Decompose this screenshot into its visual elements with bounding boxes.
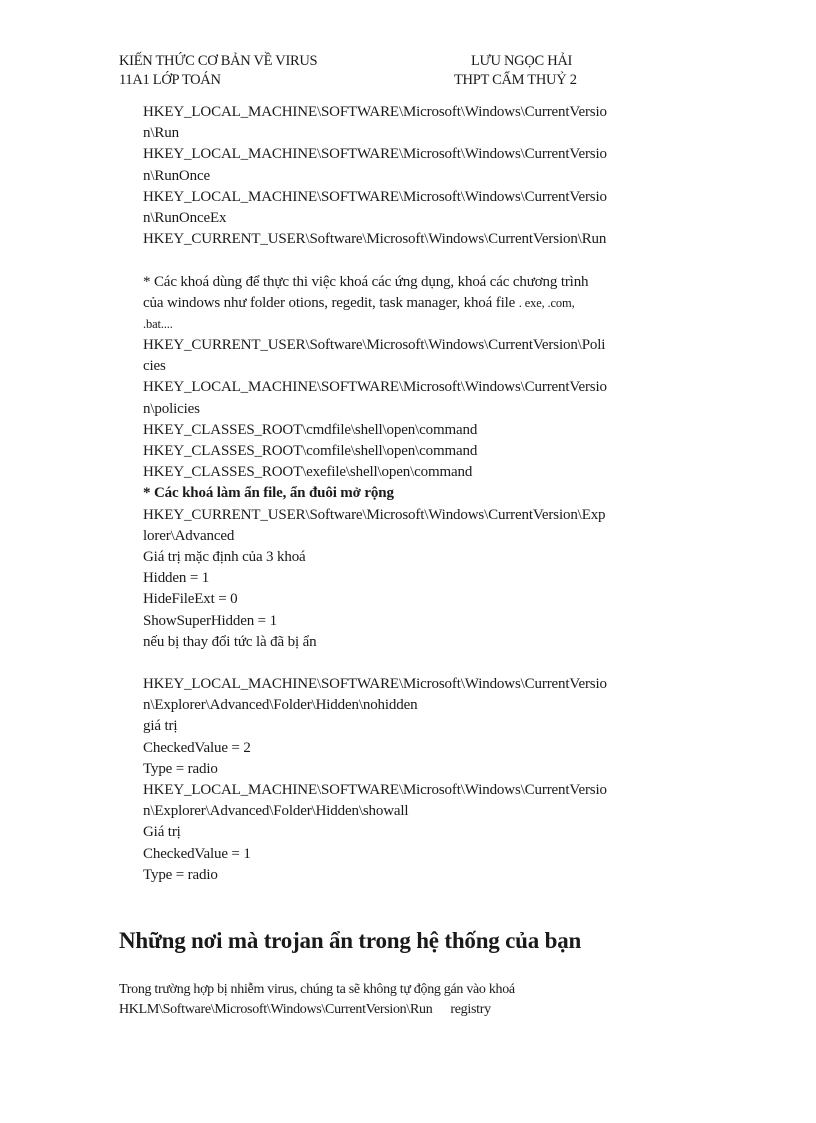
text-line	[143, 293, 688, 314]
text-line: HideFileExt = 0	[143, 591, 238, 608]
text-line: giá trị	[143, 718, 178, 735]
text-line: HKEY_CURRENT_USER\Software\Microsoft\Windows\CurrentVersion\Poli	[143, 337, 606, 354]
header-class: 11A1 LỚP TOÁN	[119, 72, 221, 88]
text-line: HKEY_LOCAL_MACHINE\SOFTWARE\Microsoft\Windows\CurrentVersio	[143, 188, 607, 205]
text-line: .bat....	[143, 316, 173, 331]
text-line: HKEY_LOCAL_MACHINE\SOFTWARE\Microsoft\Windows\CurrentVersio	[143, 676, 607, 693]
text-span: của windows như folder otions, regedit, task manager, khoá file	[143, 294, 516, 311]
section-paragraph	[119, 980, 515, 1020]
header-topic: KIẾN THỨC CƠ BẢN VỀ VIRUS	[119, 53, 318, 69]
text-line: Giá trị mặc định của 3 khoá	[143, 548, 306, 565]
text-line: HKEY_CLASSES_ROOT\cmdfile\shell\open\command	[143, 421, 478, 438]
page-header	[119, 52, 619, 90]
text-line: Hidden = 1	[143, 570, 210, 587]
text-line: * Các khoá dùng để thực thi việc khoá các ứng dụng, khoá các chương trình	[143, 273, 589, 290]
registry-path: HKLM\Software\Microsoft\Windows\CurrentVersion\Run	[119, 1002, 433, 1017]
header-school: THPT CẨM THUỶ 2	[454, 72, 577, 88]
text-line: n\RunOnce	[143, 167, 210, 184]
header-row-2	[119, 71, 619, 90]
text-line: HKEY_CLASSES_ROOT\exefile\shell\open\command	[143, 464, 473, 481]
text-line: lorer\Advanced	[143, 527, 235, 544]
blank-line	[143, 250, 688, 271]
text-line: HKEY_CLASSES_ROOT\comfile\shell\open\command	[143, 443, 478, 459]
text-line: HKEY_CURRENT_USER\Software\Microsoft\Windows\CurrentVersion\Exp	[143, 506, 606, 523]
header-author: LƯU NGỌC HẢI	[471, 53, 573, 69]
text-line: n\policies	[143, 400, 200, 417]
text-line: cies	[143, 358, 166, 375]
text-line: HKEY_LOCAL_MACHINE\SOFTWARE\Microsoft\Windows\CurrentVersio	[143, 379, 607, 396]
document-body	[143, 102, 688, 886]
text-line: Giá trị	[143, 824, 181, 841]
text-line: Type = radio	[143, 760, 218, 777]
blank-line	[143, 653, 688, 674]
text-line: Type = radio	[143, 866, 218, 883]
text-line: CheckedValue = 2	[143, 739, 251, 756]
header-row-1	[119, 52, 619, 71]
text-line: nếu bị thay đổi tức là đã bị ẩn	[143, 633, 317, 650]
text-line: HKEY_CURRENT_USER\Software\Microsoft\Windows\CurrentVersion\Run	[143, 231, 607, 248]
text-line: ShowSuperHidden = 1	[143, 612, 277, 629]
text-line: HKEY_LOCAL_MACHINE\SOFTWARE\Microsoft\Windows\CurrentVersio	[143, 146, 607, 163]
text-line: CheckedValue = 1	[143, 845, 251, 862]
paragraph-line	[119, 1000, 515, 1020]
paragraph-line: Trong trường hợp bị nhiễm virus, chúng ta sẽ không tự động gán vào khoá	[119, 982, 515, 997]
section-title: Những nơi mà trojan ẩn trong hệ thống của bạn	[119, 928, 582, 953]
text-line: n\RunOnceEx	[143, 209, 227, 226]
text-line: n\Run	[143, 125, 179, 142]
bold-heading-line: * Các khoá làm ẩn file, ẩn đuôi mở rộng	[143, 485, 394, 502]
text-line: HKEY_LOCAL_MACHINE\SOFTWARE\Microsoft\Windows\CurrentVersio	[143, 104, 607, 120]
text-line: HKEY_LOCAL_MACHINE\SOFTWARE\Microsoft\Windows\CurrentVersio	[143, 782, 607, 798]
text-span-small: . exe, .com,	[518, 295, 575, 310]
registry-word: registry	[450, 1002, 491, 1017]
text-line: n\Explorer\Advanced\Folder\Hidden\nohidden	[143, 697, 418, 714]
text-line: n\Explorer\Advanced\Folder\Hidden\showall	[143, 803, 409, 820]
